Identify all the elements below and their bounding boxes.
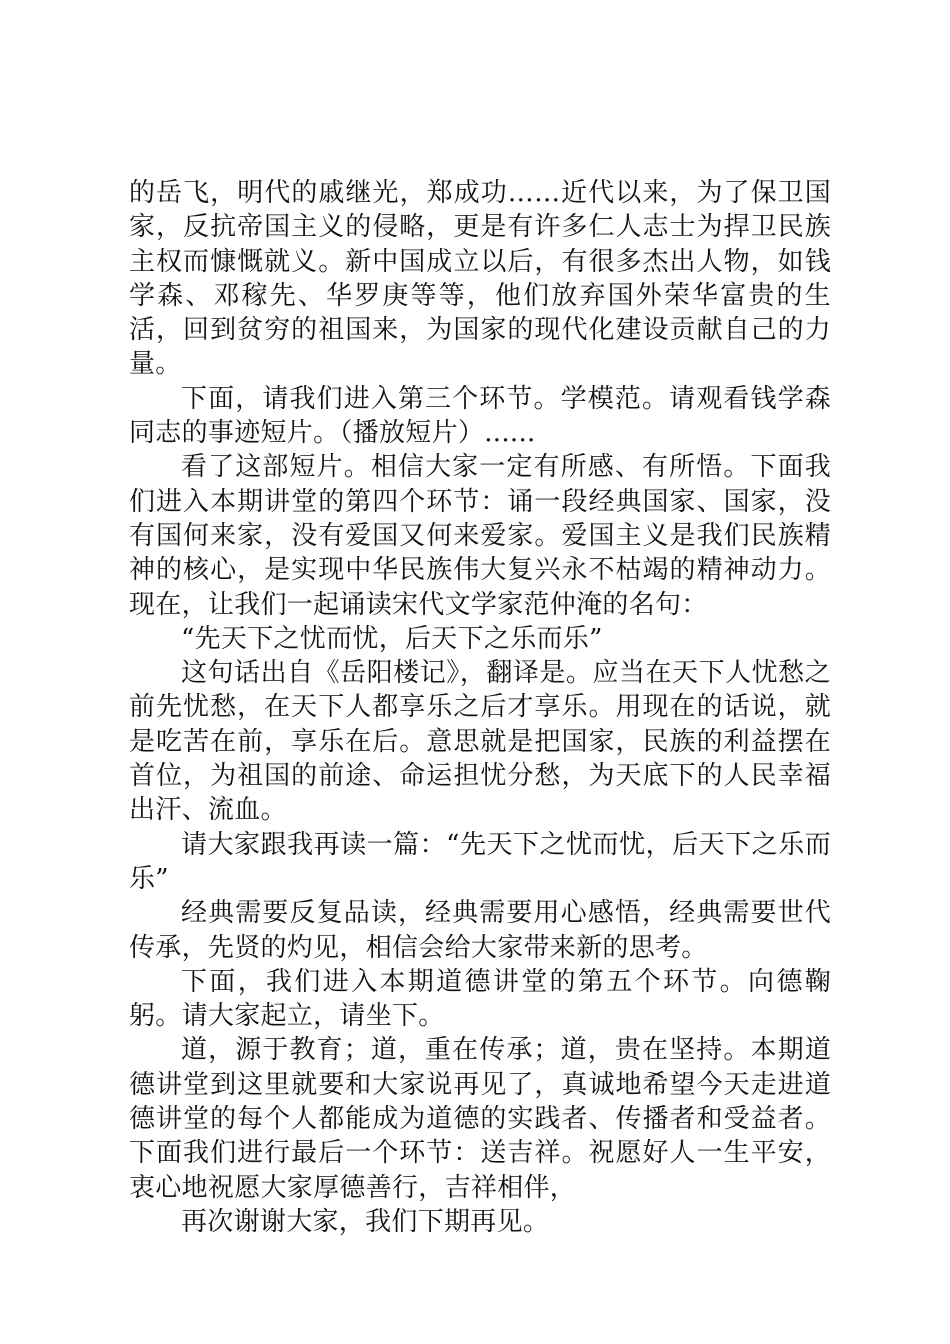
paragraph-section-three: 下面，请我们进入第三个环节。学模范。请观看钱学森同志的事迹短片。（播放短片）......: [129, 383, 831, 449]
paragraph-farewell: 再次谢谢大家，我们下期再见。: [181, 1206, 550, 1237]
paragraph-section-four: 看了这部短片。相信大家一定有所感、有所悟。下面我们进入本期讲堂的第四个环节：诵一段经典国家、国家，没有国何来家，没有爱国又何来爱家。爱国主义是我们民族精神的核心，是实现中华民族伟大复兴永不枯竭的精神动力。现在，让我们一起诵读宋代文学家范仲淹的名句：: [129, 452, 831, 620]
paragraph-section-five: 下面，我们进入本期道德讲堂的第五个环节。向德鞠躬。请大家起立，请坐下。: [129, 966, 831, 1032]
paragraph-translation: 这句话出自《岳阳楼记》，翻译是。应当在天下人忧愁之前先忧愁，在天下人都享乐之后才享乐。用现在的话说，就是吃苦在前，享乐在后。意思就是把国家，民族的利益摆在首位，为祖国的前途、命运担忧分愁，为天底下的人民幸福出汗、流血。: [129, 658, 831, 826]
paragraph-continuation: 的岳飞，明代的戚继光，郑成功……近代以来，为了保卫国家，反抗帝国主义的侵略，更是有许多仁人志士为捍卫民族主权而慷慨就义。新中国成立以后，有很多杰出人物，如钱学森、邓稼先、华罗庚等等，他们放弃国外荣华富贵的生活，回到贫穷的祖国来，为国家的现代化建设贡献自己的力量。: [129, 178, 831, 380]
paragraph-closing: 道，源于教育；道，重在传承；道，贵在坚持。本期道德讲堂到这里就要和大家说再见了，真诚地希望今天走进道德讲堂的每个人都能成为道德的实践者、传播者和受益者。下面我们进行最后一个环节：送吉祥。祝愿好人一生平安，衷心地祝愿大家厚德善行，吉祥相伴，: [129, 1035, 831, 1203]
document-body: [129, 176, 831, 1239]
paragraph-classics: 经典需要反复品读，经典需要用心感悟，经典需要世代传承，先贤的灼见，相信会给大家带来新的思考。: [129, 898, 831, 963]
quote-line: “先天下之忧而忧，后天下之乐而乐”: [181, 623, 603, 654]
paragraph-reread: 请大家跟我再读一篇：“先天下之忧而忧，后天下之乐而乐”: [129, 829, 831, 894]
